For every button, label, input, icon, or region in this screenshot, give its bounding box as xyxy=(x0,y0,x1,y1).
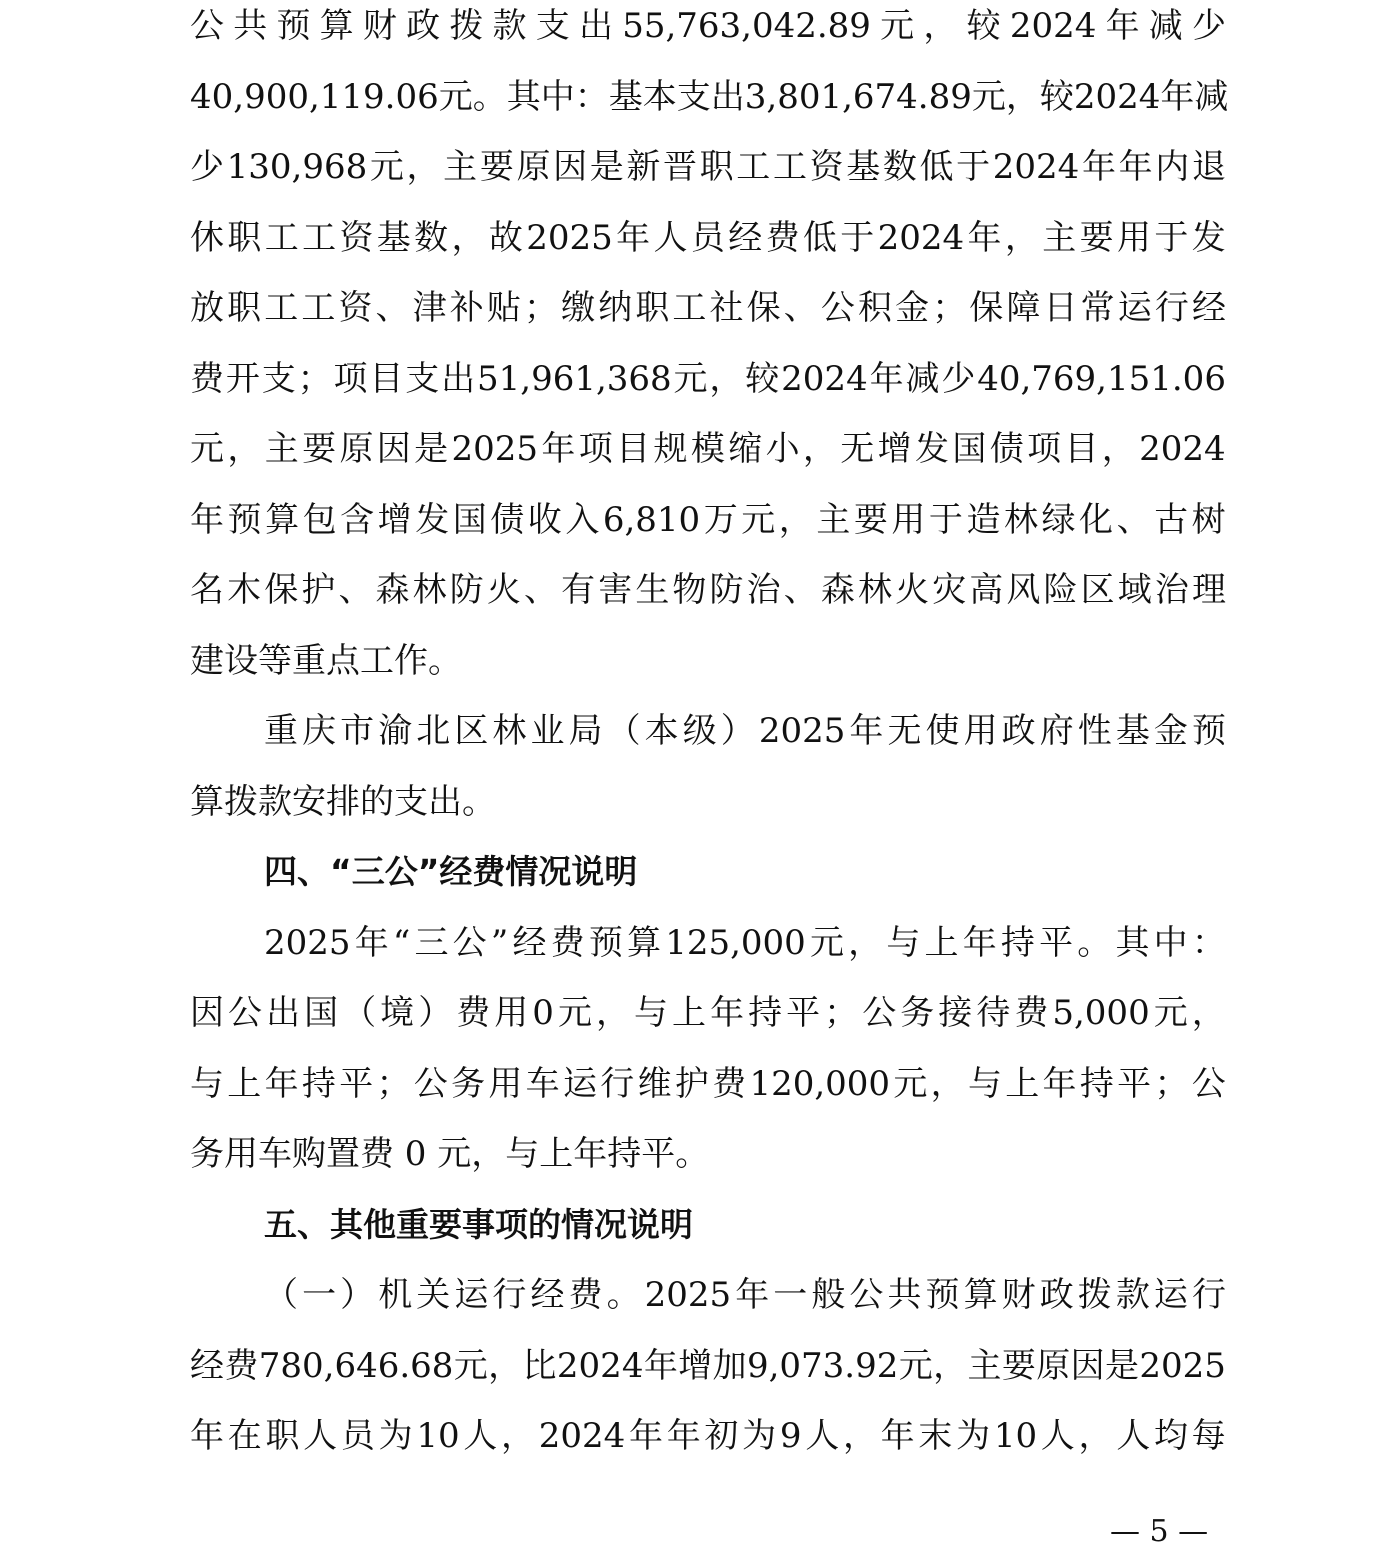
text-line: 重 庆 市 渝 北 区 林 业 局 （ 本 级 ） 2025 年 无 使 用 政 府 性 基 金 预 xyxy=(264,711,1226,751)
text-line: 元 ， 主 要 原 因 是 2025 年 项 目 规 模 缩 小 ， 无 增 发 国 债 项 目 ， 2024 xyxy=(190,429,1226,469)
text-line: 2025 年 “ 三 公 ” 经 费 预 算 125,000 元 ， 与 上 年 持 平 。 其 中 ： xyxy=(264,922,1226,963)
text-line: 公 共 预 算 财 政 拨 款 支 出 55,763,042.89 元 ， 较 2024 年 减 少 xyxy=(190,6,1226,46)
text-line: 年 在 职 人 员 为 10 人 ， 2024 年 年 初 为 9 人 ， 年 末 为 10 人 ， 人 均 每 xyxy=(190,1416,1226,1456)
text-line: 年 预 算 包 含 增 发 国 债 收 入 6,810 万 元 ， 主 要 用 于 造 林 绿 化 、 古 树 xyxy=(190,499,1226,540)
section-heading: 四、“三公”经费情况说明 xyxy=(264,852,638,891)
text-line: 少 130,968 元 ， 主 要 原 因 是 新 晋 职 工 工 资 基 数 低 于 2024 年 年 内 退 xyxy=(190,147,1226,187)
text-line: 因 公 出 国 （ 境 ） 费 用 0 元 ， 与 上 年 持 平 ； 公 务 接 待 费 5,000 元 ， xyxy=(190,993,1226,1033)
text-line: 放 职 工 工 资 、 津 补 贴 ； 缴 纳 职 工 社 保 、 公 积 金 ； 保 障 日 常 运 行 经 xyxy=(190,288,1226,328)
text-line: 40,900,119.06 元 。 其 中 ： 基 本 支 出 3,801,674.89 元 ， 较 2024 年 减 xyxy=(190,76,1229,117)
text-line: 费 开 支 ； 项 目 支 出 51,961,368 元 ， 较 2024 年 减 少 40,769,151.06 xyxy=(190,358,1226,399)
section-heading: 五、其他重要事项的情况说明 xyxy=(264,1204,693,1244)
text-line: 名 木 保 护 、 森 林 防 火 、 有 害 生 物 防 治 、 森 林 火 灾 高 风 险 区 域 治 理 xyxy=(190,570,1226,610)
text-line: 与 上 年 持 平 ； 公 务 用 车 运 行 维 护 费 120,000 元 ， 与 上 年 持 平 ； 公 xyxy=(190,1063,1226,1104)
text-line: 务用车购置费 0 元，与上年持平。 xyxy=(190,1134,710,1174)
text-line: 建设等重点工作。 xyxy=(190,640,462,681)
document-body xyxy=(190,0,1229,1481)
page-number: — 5 — xyxy=(1110,1514,1209,1549)
text-line: 经 费 780,646.68 元 ， 比 2024 年 增 加 9,073.92 元 ， 主 要 原 因 是 2025 xyxy=(190,1345,1226,1386)
text-line: 算拨款安排的支出。 xyxy=(190,781,496,822)
text-line: 休 职 工 工 资 基 数 ， 故 2025 年 人 员 经 费 低 于 2024 年 ， 主 要 用 于 发 xyxy=(190,217,1226,258)
text-line: （ 一 ） 机 关 运 行 经 费 。 2025 年 一 般 公 共 预 算 财 政 拨 款 运 行 xyxy=(264,1275,1226,1315)
